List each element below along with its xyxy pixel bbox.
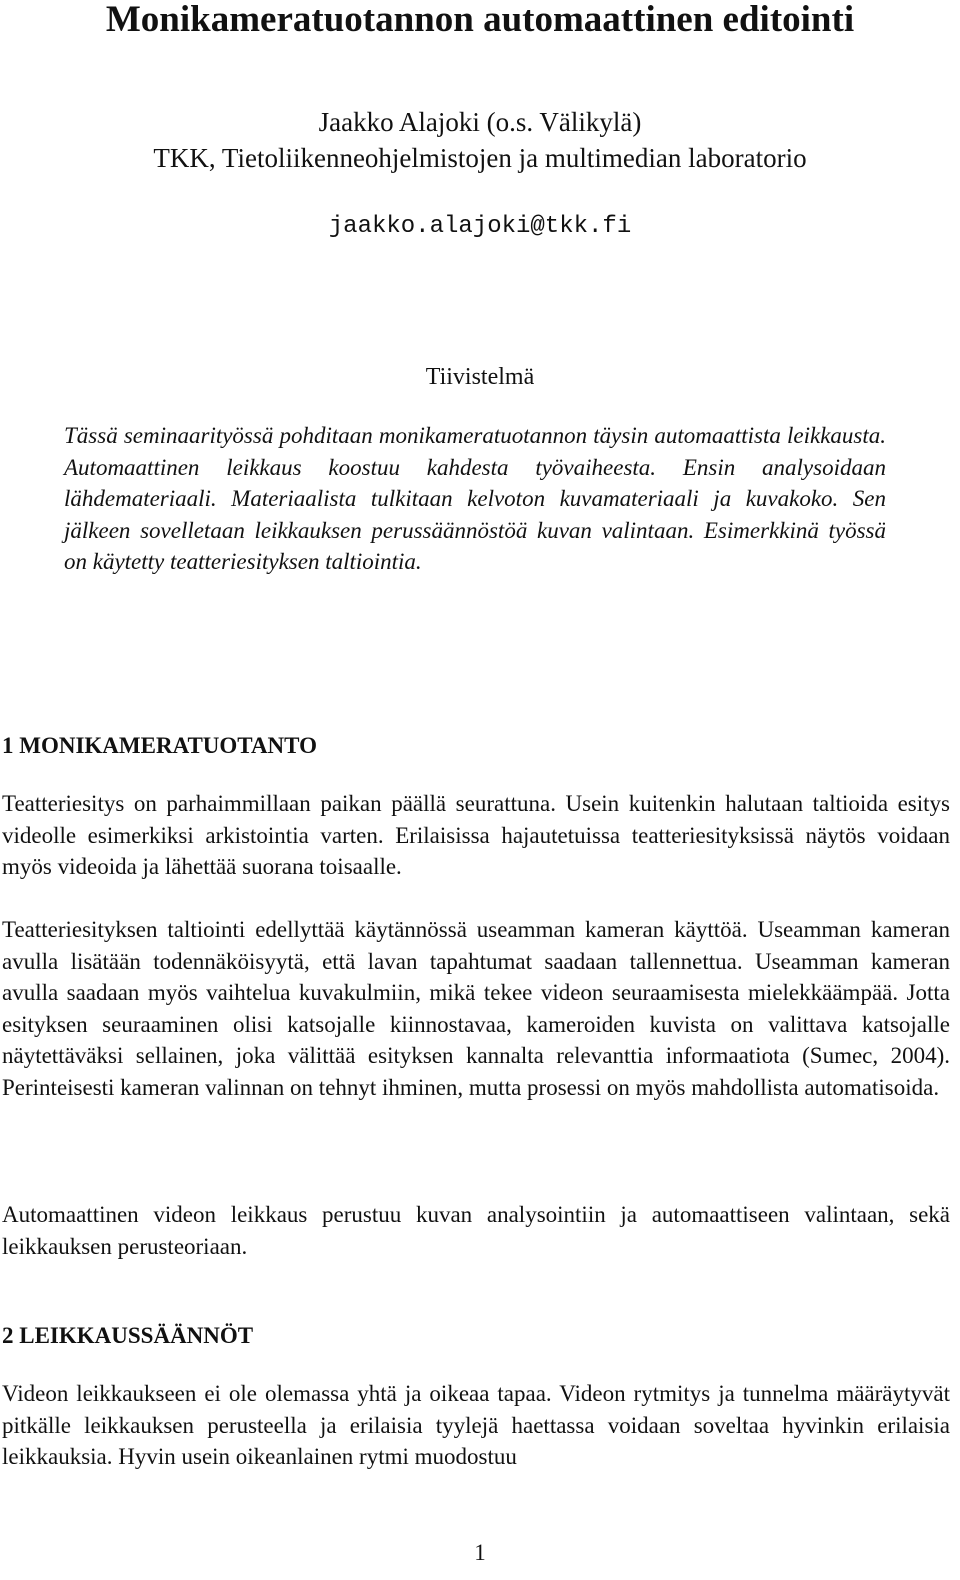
section-heading-1: 1 MONIKAMERATUOTANTO [2,733,317,758]
author-email: jaakko.alajoki@tkk.fi [328,213,632,240]
section-1-paragraph-3: Automaattinen videon leikkaus perustuu kuvan analysointiin ja automaattiseen valintaan, sekä leikkauksen perusteoriaan. [2,1202,950,1259]
abstract-heading: Tiivistelmä [425,364,535,390]
author-affiliation: TKK, Tietoliikenneohjelmistojen ja multimedian laboratorio [153,143,807,173]
section-heading-2: 2 LEIKKAUSSÄÄNNÖT [2,1323,254,1348]
abstract-text: Tässä seminaarityössä pohditaan monikameratuotannon täysin automaattista leikkausta. Automaattinen leikkaus koostuu kahdesta työvaiheesta. Ensin analysoidaan lähdemateriaali. Materiaalista tulkitaan kelvoton kuvamateriaali ja kuvakoko. Sen jälkeen sovelletaan leikkauksen perussäännöstöä kuvan valintaan. Esimerkkinä työssä on käytetty teatteriesityksen taltiointia. [64,423,886,574]
section-2-paragraph-1: Videon leikkaukseen ei ole olemassa yhtä ja oikeaa tapaa. Videon rytmitys ja tunnelma määräytyvät pitkälle leikkauksen perusteella ja erilaisia tyylejä haettassa voidaan soveltaa hyvinkin erilaisia leikkauksia. Hyvin usein oikeanlainen rytmi muodostuu [2,1381,950,1469]
page-number: 1 [474,1540,486,1565]
author-name: Jaakko Alajoki (o.s. Välikylä) [318,107,642,137]
section-1-paragraph-1: Teatteriesitys on parhaimmillaan paikan päällä seurattuna. Usein kuitenkin halutaan taltioida esitys videolle esimerkiksi arkistointia varten. Erilaisissa hajautetuissa teatteriesityksissä näytös voidaan myös videoida ja lähettää suorana toisaalle. [2,791,950,879]
section-1-paragraph-2: Teatteriesityksen taltiointi edellyttää käytännössä useamman kameran käyttöä. Useamman kameran avulla lisätään todennäköisyytä, että lavan tapahtumat saadaan tallennettua. Useamman kameran avulla saadaan myös vaihtelua kuvakulmiin, mikä tekee videon seuraamisesta mielekkäämpää. Jotta esityksen seuraaminen olisi katsojalle kiinnostavaa, kameroiden kuvista on valittava katsojalle näytettäväksi sellainen, joka välittää esityksen kannalta relevanttia informaatiota (Sumec, 2004). Perinteisesti kameran valinnan on tehnyt ihminen, mutta prosessi on myös mahdollista automatisoida. [2,917,950,1100]
paper-title: Monikameratuotannon automaattinen editointi [105,0,855,40]
